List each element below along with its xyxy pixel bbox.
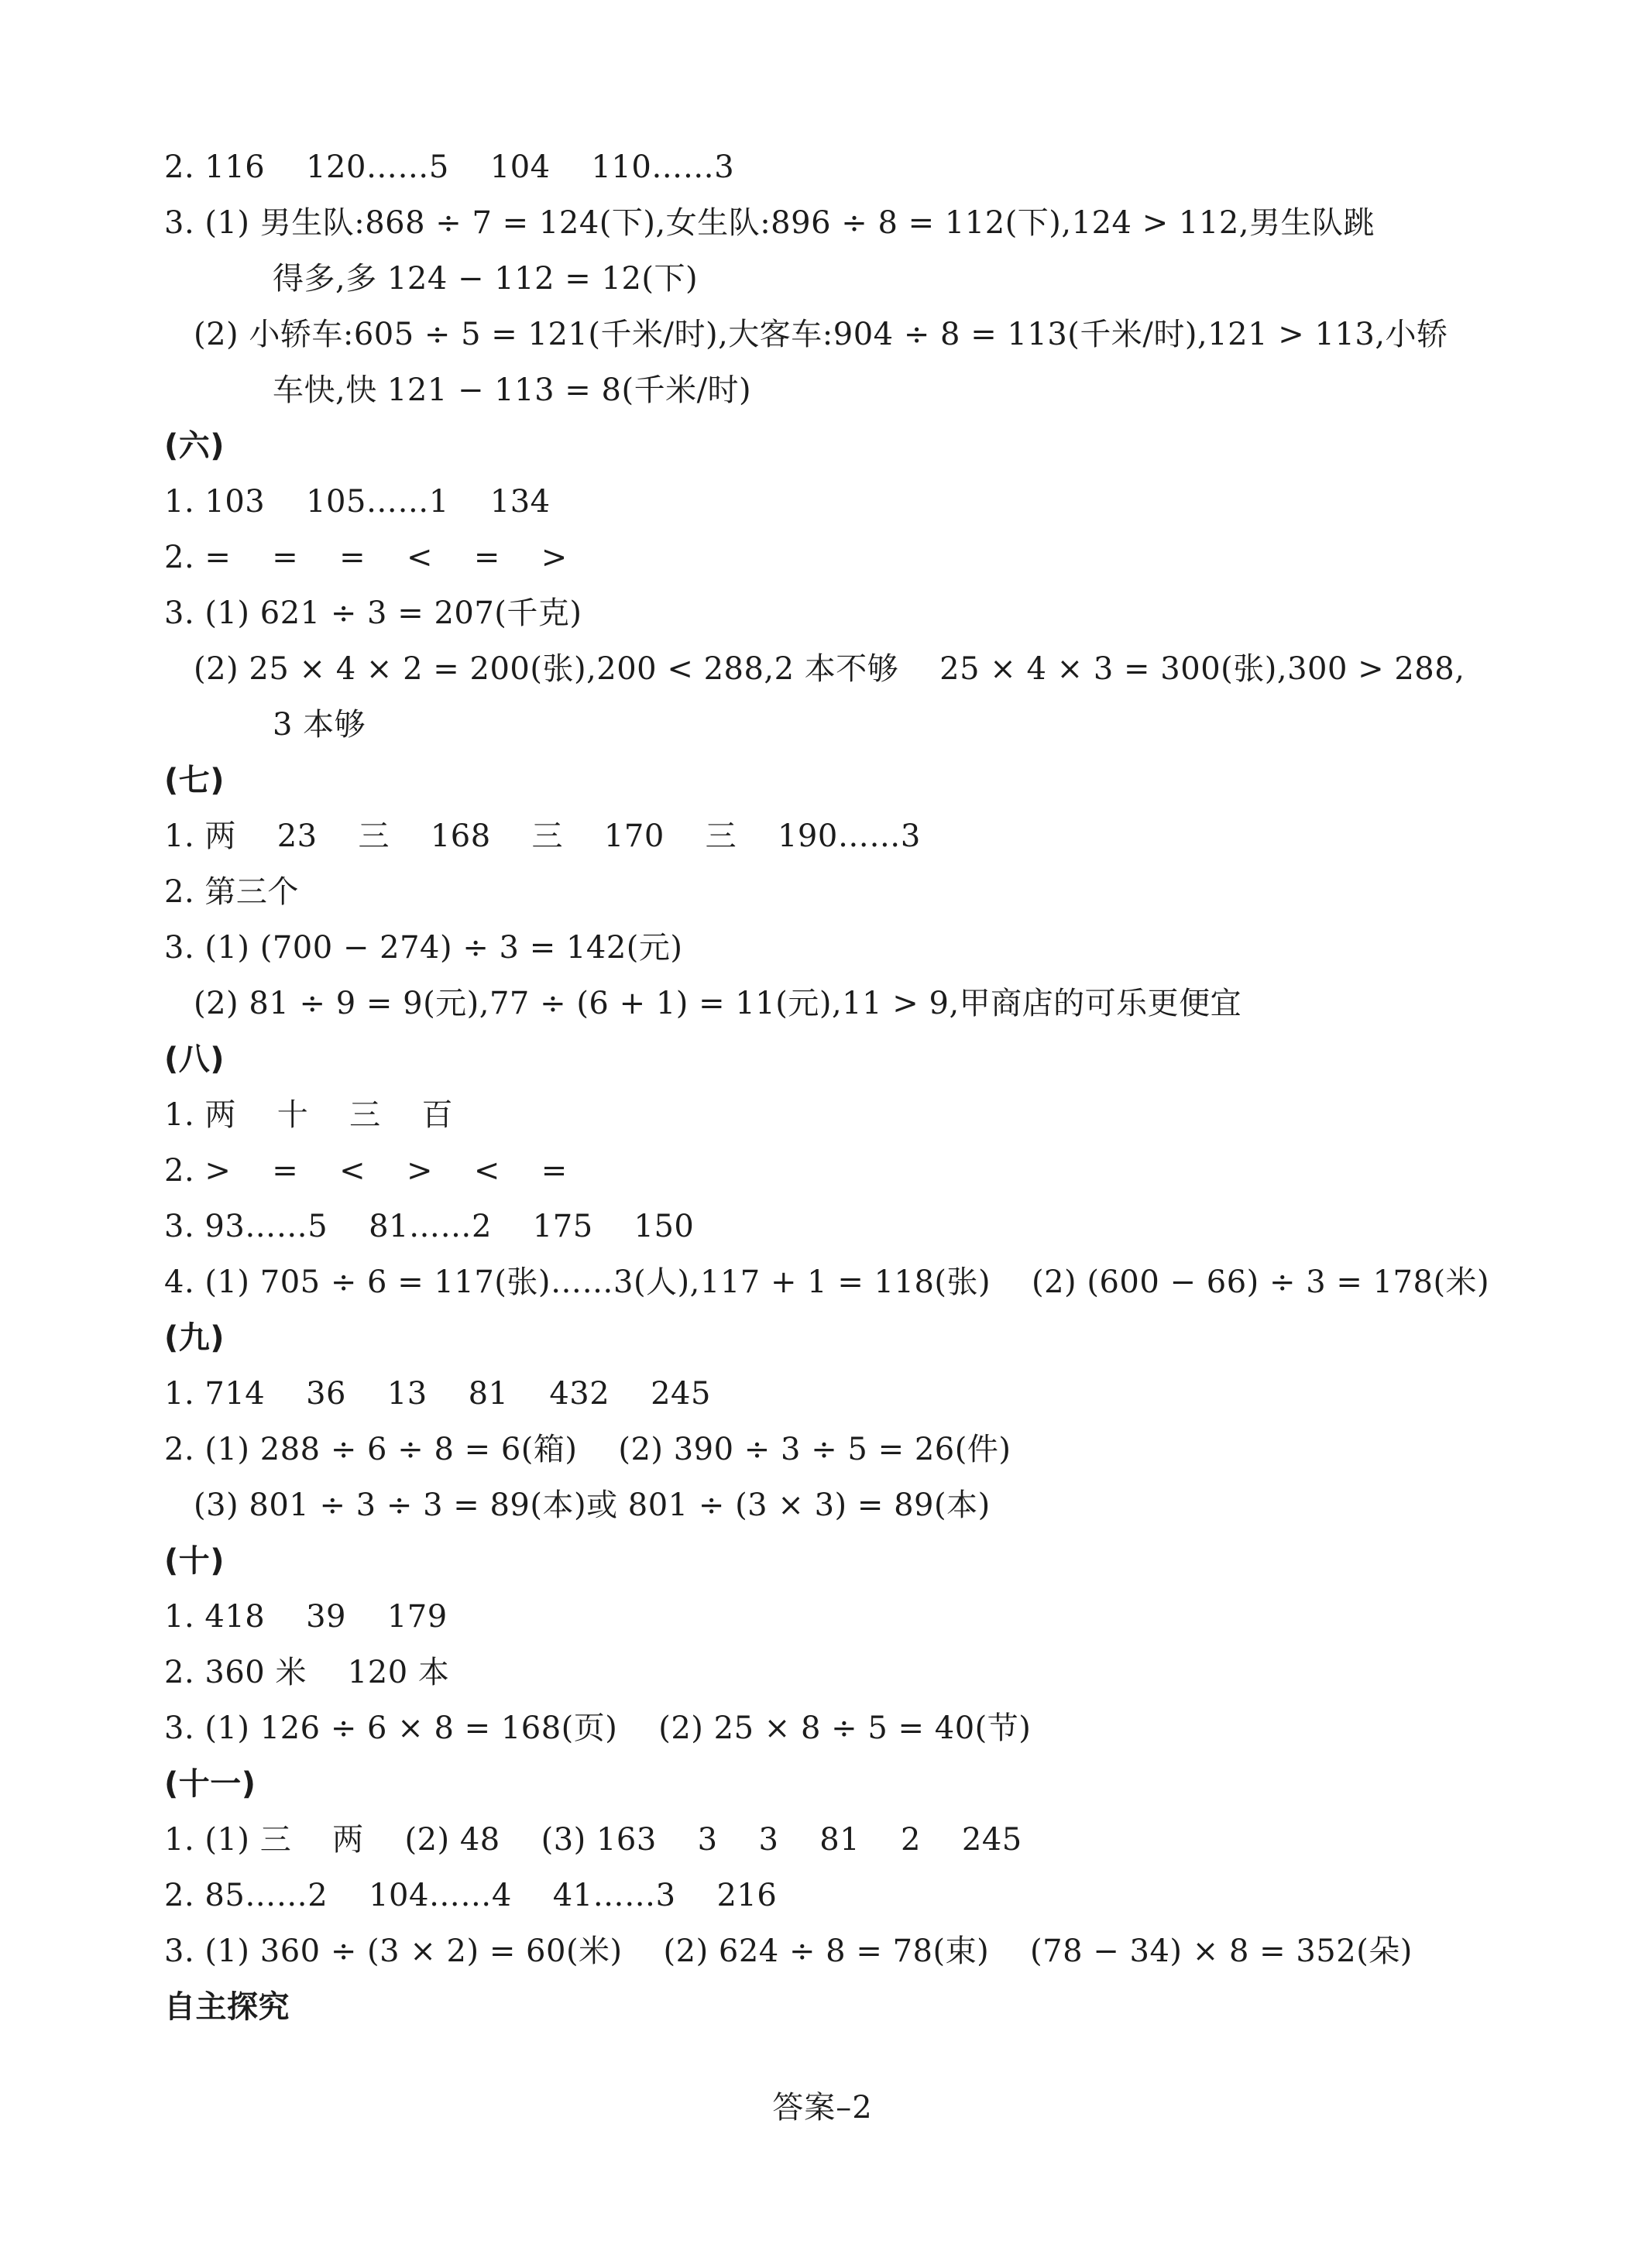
answer-line: 3. (1) 621 ÷ 3 = 207(千克)	[164, 595, 582, 631]
answer-line: 3. (1) 男生队:868 ÷ 7 = 124(下),女生队:896 ÷ 8 = 112(下),124 > 112,男生队跳	[164, 205, 1375, 241]
answer-line: 1. 418 39 179	[164, 1599, 448, 1635]
answer-line: 2. 85……2 104……4 41……3 216	[164, 1878, 778, 1913]
answer-line: 1. 714 36 13 81 432 245	[164, 1376, 711, 1412]
answer-line: (2) 81 ÷ 9 = 9(元),77 ÷ (6 + 1) = 11(元),11 > 9,甲商店的可乐更便宜	[194, 986, 1242, 1021]
answer-content	[164, 139, 1527, 2035]
answer-line: 3. (1) 360 ÷ (3 × 2) = 60(米) (2) 624 ÷ 8 = 78(束) (78 − 34) × 8 = 352(朵)	[164, 1933, 1413, 1969]
answer-line: 2. 360 米 120 本	[164, 1655, 450, 1690]
answer-line: 2. = = = < = >	[164, 540, 568, 575]
answer-line: 得多,多 124 − 112 = 12(下)	[273, 261, 699, 297]
answer-line: 4. (1) 705 ÷ 6 = 117(张)……3(人),117 + 1 = 118(张) (2) (600 − 66) ÷ 3 = 178(米)	[164, 1264, 1490, 1300]
answer-line: 1. (1) 三 两 (2) 48 (3) 163 3 3 81 2 245	[164, 1822, 1022, 1858]
answer-line: 1. 103 105……1 134	[164, 484, 551, 520]
answer-line: 2. 第三个	[164, 874, 299, 910]
answer-line: 2. > = < > < =	[164, 1153, 568, 1189]
section-heading: (十)	[164, 1543, 225, 1579]
answer-line: 2. 116 120……5 104 110……3	[164, 149, 735, 185]
answer-line: (2) 25 × 4 × 2 = 200(张),200 < 288,2 本不够 25 × 4 × 3 = 300(张),300 > 288,	[194, 651, 1465, 687]
answer-line: 1. 两 23 三 168 三 170 三 190……3	[164, 818, 921, 854]
section-heading: (十一)	[164, 1766, 256, 1802]
answer-line: 3. (1) 126 ÷ 6 × 8 = 168(页) (2) 25 × 8 ÷ 5 = 40(节)	[164, 1710, 1032, 1746]
answer-line: 车快,快 121 − 113 = 8(千米/时)	[273, 372, 752, 408]
answer-line: 2. (1) 288 ÷ 6 ÷ 8 = 6(箱) (2) 390 ÷ 3 ÷ 5 = 26(件)	[164, 1432, 1011, 1467]
section-heading: (八)	[164, 1041, 225, 1077]
answer-line: 3 本够	[273, 707, 366, 743]
answer-line: 3. (1) (700 − 274) ÷ 3 = 142(元)	[164, 930, 683, 966]
answer-line: (2) 小轿车:605 ÷ 5 = 121(千米/时),大客车:904 ÷ 8 = 113(千米/时),121 > 113,小轿	[194, 317, 1448, 352]
section-heading: (七)	[164, 763, 225, 798]
section-heading: (九)	[164, 1320, 225, 1356]
answer-line: (3) 801 ÷ 3 ÷ 3 = 89(本)或 801 ÷ (3 × 3) = 89(本)	[194, 1487, 991, 1523]
section-heading: (六)	[164, 428, 225, 464]
section-heading: 自主探究	[164, 1989, 290, 2025]
page-number: 答案–2	[772, 2090, 873, 2126]
answer-line: 1. 两 十 三 百	[164, 1097, 453, 1133]
answer-line: 3. 93……5 81……2 175 150	[164, 1209, 695, 1244]
